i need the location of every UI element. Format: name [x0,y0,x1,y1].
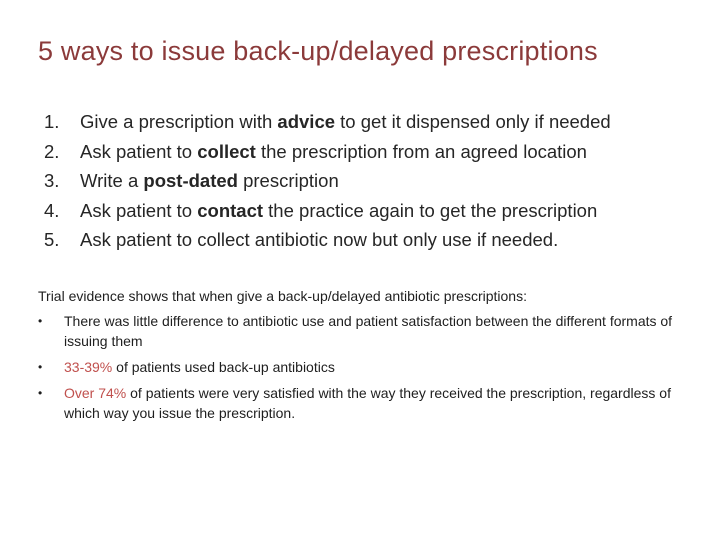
list-item [44,196,611,226]
list-number: 1. [44,111,60,132]
list-item [44,107,611,137]
list-text-before: Give a prescription with [80,111,278,132]
list-text-before: Write a [80,170,144,191]
list-number: 5. [44,229,60,250]
bullet-icon: • [38,360,43,374]
list-number: 4. [44,199,60,221]
bullet-item [38,357,698,377]
list-item [44,166,611,196]
list-text-before: Ask patient to collect antibiotic now but only use if needed. [80,229,559,250]
bullet-icon: • [38,314,43,328]
list-text-bold: post-dated [143,170,238,191]
list-text-after: the practice again to get the prescription [263,199,598,221]
numbered-list [44,107,611,255]
list-text-after: prescription [237,170,339,191]
bullet-highlight: Over 74% [64,385,127,401]
bullet-text: There was little difference to antibiotic use and patient satisfaction between the different formats of issuing them [64,313,673,349]
list-number: 3. [44,170,60,191]
bullet-text: of patients were very satisfied with the way they received the prescription, regardless of which way you issue the prescription. [64,385,671,421]
trial-evidence-block [38,286,698,429]
bullet-item [38,383,698,423]
list-item-text [80,111,611,132]
evidence-intro: Trial evidence shows that when give a back-up/delayed antibiotic prescriptions: [38,288,527,304]
evidence-bullets [38,311,698,423]
list-item-text [80,229,558,250]
list-item [44,137,611,167]
bullet-item [38,311,698,351]
list-text-bold: collect [197,140,256,162]
list-text-before: Ask patient to [80,140,198,162]
bullet-icon: • [38,386,43,400]
slide-title: 5 ways to issue back-up/delayed prescriptions [38,36,598,66]
list-text-bold: contact [197,199,264,221]
bullet-highlight: 33-39% [64,359,113,375]
list-item-text [80,200,597,221]
list-item-text [80,141,587,162]
list-text-before: Ask patient to [80,199,198,221]
list-text-bold: advice [277,111,336,132]
list-text-after: to get it dispensed only if needed [335,111,611,132]
list-item [44,225,611,255]
list-text-after: the prescription from an agreed location [255,140,587,162]
list-item-text [80,170,339,191]
bullet-text: of patients used back-up antibiotics [112,359,335,375]
list-number: 2. [44,140,60,162]
